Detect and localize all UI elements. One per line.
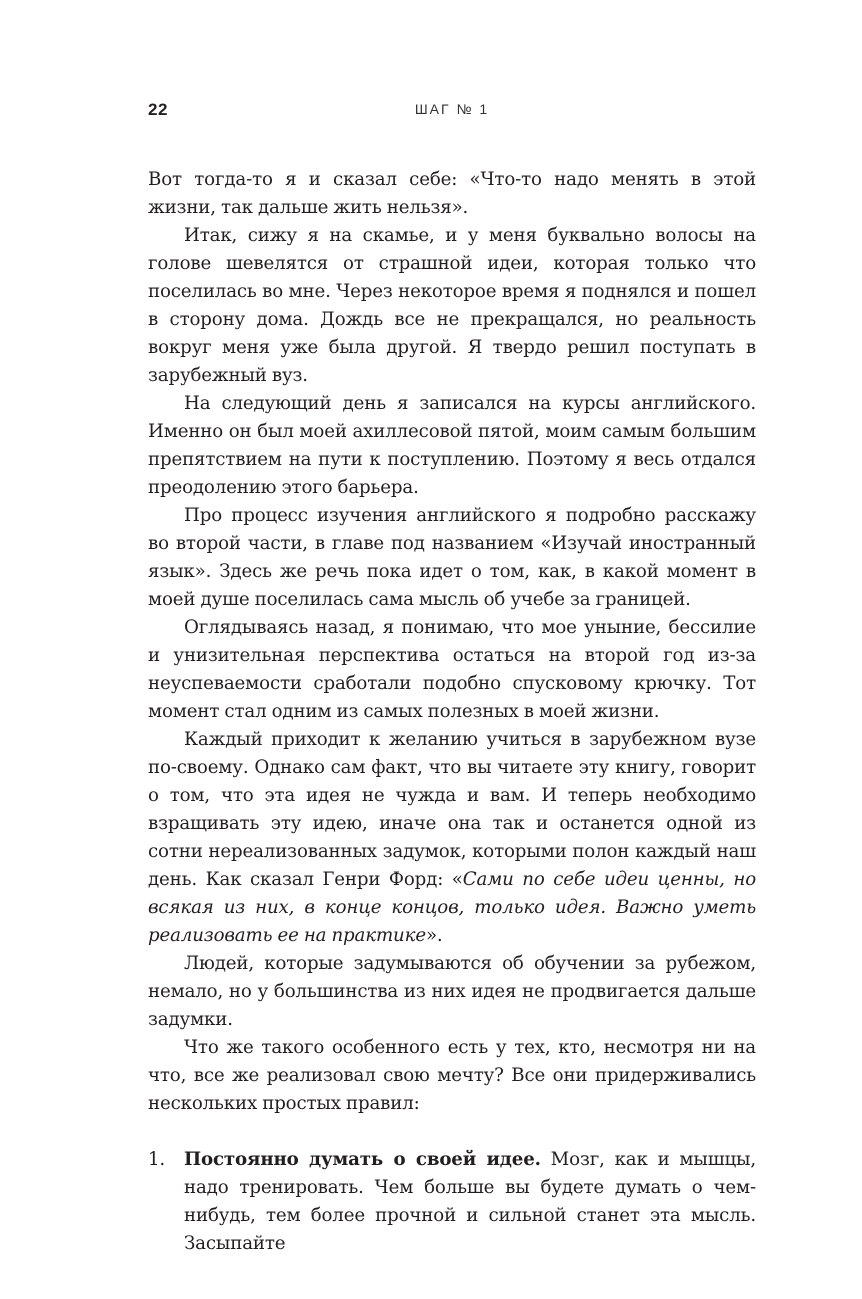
list-item-heading: Постоянно думать о своей идее. [184,1149,541,1170]
paragraph: Про процесс изучения английского я подробно расскажу во второй части, в главе под названием «Изучай иностранный язык». Здесь же речь пока идет о том, как, в какой момент в моей душе поселилась сама мысль об учебе за границей. [148,505,756,610]
list-number: 1. [148,1149,166,1170]
paragraph: Вот тогда-то я и сказал себе: «Что-то надо менять в этой жизни, так дальше жить нельзя». [148,169,756,218]
paragraph: Людей, которые задумываются об обучении за рубежом, немало, но у большинства из них идея не продвигается дальше задумки. [148,953,756,1030]
body-text [148,166,756,1258]
paragraph-with-quote [148,726,756,950]
list-item [148,1146,756,1258]
henry-ford-quote: Сами по себе идеи ценны, но всякая из них, в конце концов, только идея. Важно уметь реализовать ее на практике [148,869,756,946]
paragraph: Оглядываясь назад, я понимаю, что мое уныние, бессилие и унизительная перспектива остаться на второй год из-за неуспеваемости сработали подобно спусковому крючку. Тот момент стал одним из самых полезных в моей жизни. [148,617,756,722]
chapter-title: ШАГ № 1 [414,101,490,117]
rules-list [148,1146,756,1258]
paragraph: На следующий день я записался на курсы английского. Именно он был моей ахиллесовой пятой, моим самым большим препятствием на пути к поступлению. Поэтому я весь отдался преодолению этого барьера. [148,393,756,498]
paragraph-text-end: ». [425,925,443,946]
list-item-text: Мозг, как и мышцы, надо тренировать. Чем больше вы будете думать о чем-нибудь, тем более прочной и сильной станет эта мысль. Засыпайте [184,1149,756,1254]
paragraph: Что же такого особенного есть у тех, кто, несмотря ни на что, все же реализовал свою мечту? Все они придерживались нескольких простых правил: [148,1037,756,1114]
paragraph-text: Каждый приходит к желанию учиться в зарубежном вузе по-своему. Однако сам факт, что вы читаете эту книгу, говорит о том, что эта идея не чужда и вам. И теперь необходимо взращивать эту идею, иначе она так и останется одной из сотни нереализованных задумок, которыми полон каждый наш день. Как сказал Генри Форд: « [148,729,756,890]
running-head [148,100,756,124]
paragraph: Итак, сижу я на скамье, и у меня буквально волосы на голове шевелятся от страшной идеи, которая только что поселилась во мне. Через некоторое время я поднялся и пошел в сторону дома. Дождь все не прекращался, но реальность вокруг меня уже была другой. Я твердо решил поступать в зарубежный вуз. [148,225,756,386]
page-number: 22 [148,100,168,119]
